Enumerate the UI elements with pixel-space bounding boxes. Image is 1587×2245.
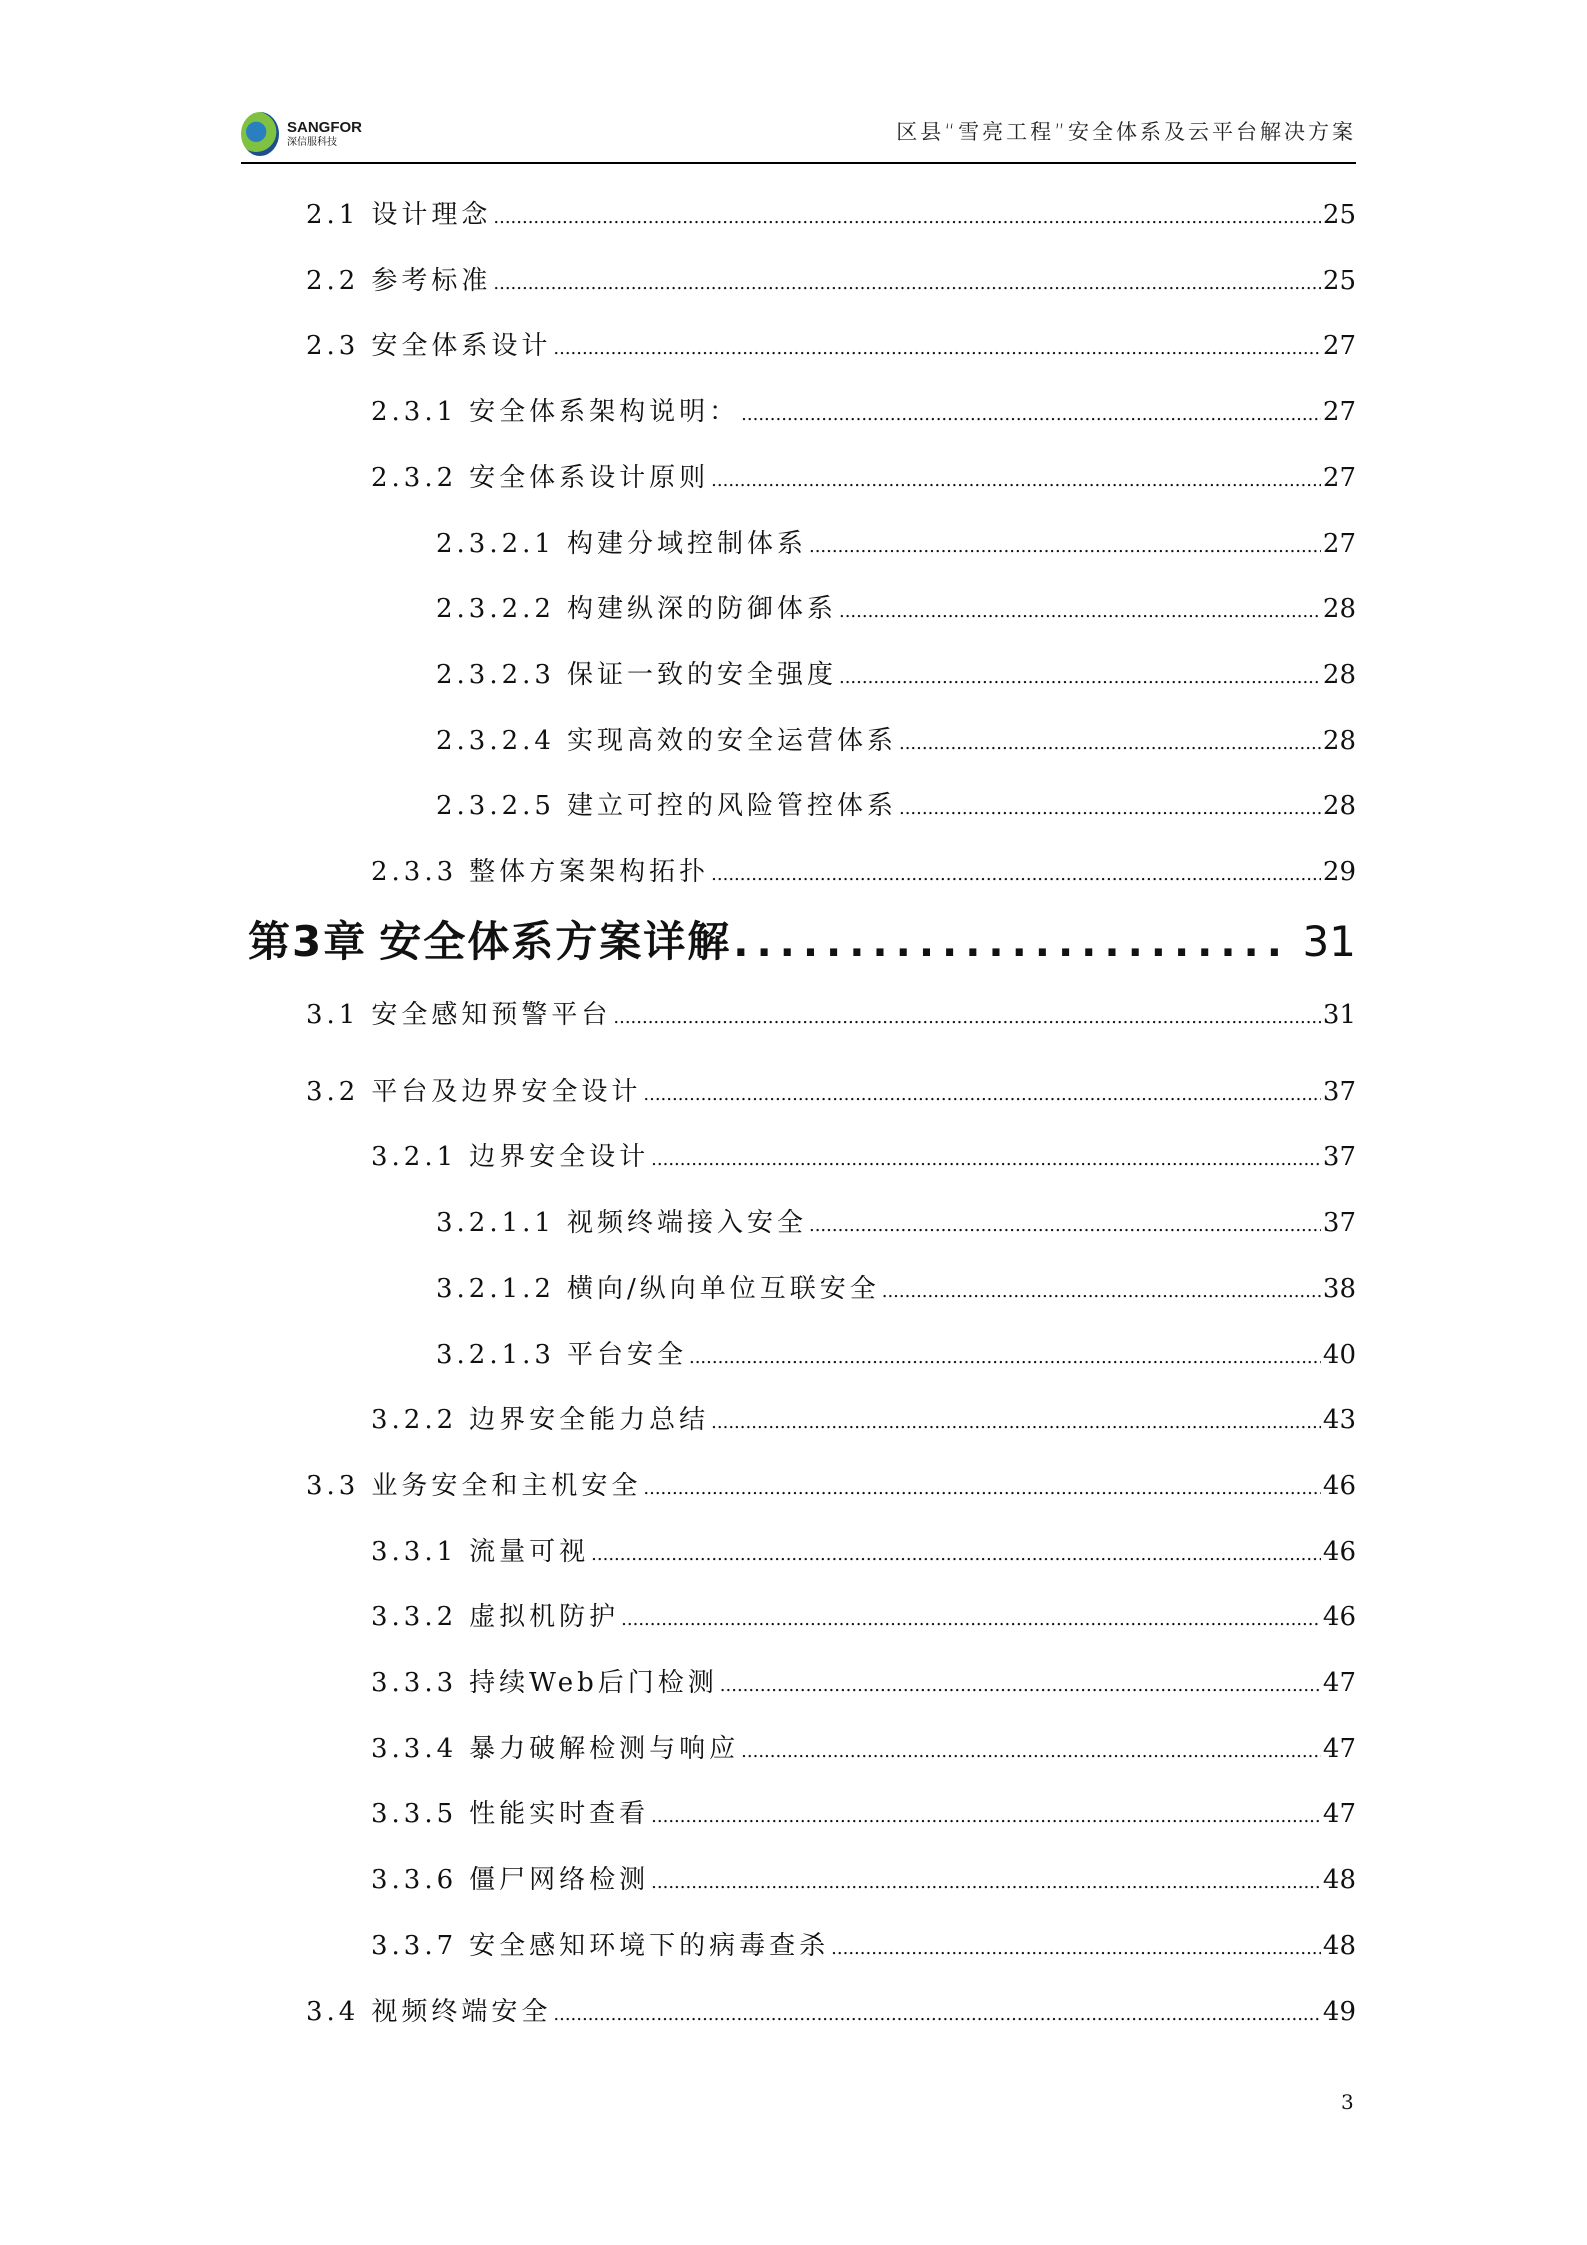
dot-leader	[651, 1149, 1321, 1170]
toc-entry-page: 29	[1322, 857, 1356, 887]
toc-entry-page: 49	[1322, 1996, 1356, 2027]
toc-entry-number: 2.3.2.5	[436, 791, 555, 822]
logo-text-cn: 深信服科技	[287, 137, 337, 148]
toc-entry[interactable]	[371, 1925, 1356, 1965]
toc-entry-page: 47	[1322, 1668, 1356, 1698]
dot-leader	[493, 273, 1321, 294]
toc-entry-title: 平台安全	[566, 1339, 687, 1370]
toc-entry[interactable]	[371, 1859, 1356, 1899]
toc-entry[interactable]	[436, 785, 1356, 825]
dot-leader	[899, 798, 1321, 819]
document-title: 区县“雪亮工程”安全体系及云平台解决方案	[896, 120, 1356, 144]
header-rule	[241, 162, 1356, 164]
toc-entry-page: 27	[1322, 397, 1356, 428]
toc-entry-number: 3.4	[306, 1996, 360, 2027]
toc-entry-title: 持续Web后门检测	[469, 1668, 718, 1698]
toc-entry-number: 3.3.6	[371, 1865, 458, 1896]
toc-entry-title: 安全感知环境下的病毒查杀	[469, 1930, 830, 1961]
dot-leader	[621, 1609, 1321, 1630]
toc-entry-title: 构建分域控制体系	[566, 528, 807, 559]
toc-entry[interactable]	[371, 457, 1356, 497]
toc-entry-page: 28	[1322, 659, 1356, 690]
toc-entry-page: 37	[1322, 1142, 1356, 1173]
toc-entry[interactable]	[436, 720, 1356, 760]
toc-entry-number: 3.3.4	[371, 1733, 458, 1764]
toc-entry[interactable]	[306, 1465, 1356, 1505]
toc-entry-title: 整体方案架构拓扑	[469, 857, 710, 887]
toc-entry-title: 安全体系架构说明：	[469, 397, 740, 428]
toc-entry[interactable]	[371, 1793, 1356, 1833]
toc-entry-number: 3.2.1	[371, 1142, 458, 1173]
toc-entry-number: 3.3.2	[371, 1602, 458, 1633]
toc-entry[interactable]	[436, 654, 1356, 694]
toc-entry[interactable]	[436, 588, 1356, 628]
toc-entry-title: 设计理念	[371, 200, 492, 230]
toc-entry-page: 28	[1322, 791, 1356, 822]
dot-leader	[591, 1544, 1321, 1565]
toc-entry-title: 性能实时查看	[469, 1799, 650, 1830]
dot-leader	[882, 1281, 1321, 1302]
toc-entry-title: 安全体系设计	[371, 331, 552, 362]
toc-entry-page: 48	[1322, 1930, 1356, 1961]
toc-entry[interactable]	[371, 851, 1356, 891]
toc-entry[interactable]	[306, 260, 1356, 300]
toc-entry-number: 2.3.1	[371, 397, 458, 428]
toc-entry-title: 安全体系方案详解	[379, 916, 732, 966]
toc-entry-number: 3.3.3	[371, 1668, 458, 1698]
toc-entry-number: 2.3.2.2	[436, 594, 555, 625]
toc-entry[interactable]	[371, 391, 1356, 431]
toc-entry[interactable]	[306, 325, 1356, 365]
dot-leader	[711, 864, 1321, 885]
toc-entry-number: 2.3	[306, 331, 360, 362]
toc-entry-number: 2.3.2.1	[436, 528, 555, 559]
toc-entry-title: 安全体系设计原则	[469, 462, 710, 493]
dot-leader	[689, 1347, 1321, 1368]
toc-entry-page: 37	[1322, 1208, 1356, 1239]
toc-entry[interactable]	[371, 1531, 1356, 1571]
toc-entry-title: 保证一致的安全强度	[566, 659, 837, 690]
toc-entry[interactable]	[306, 1991, 1356, 2031]
dot-leader	[741, 404, 1321, 425]
page-number: 3	[1341, 2090, 1354, 2114]
toc-entry-page: 25	[1322, 265, 1356, 296]
toc-entry-number: 2.3.3	[371, 857, 458, 887]
toc-entry-page: 46	[1322, 1470, 1356, 1501]
toc-entry[interactable]	[371, 1136, 1356, 1176]
toc-entry[interactable]	[371, 1728, 1356, 1768]
toc-entry-number: 3.3.5	[371, 1799, 458, 1830]
toc-entry-title: 平台及边界安全设计	[371, 1076, 642, 1107]
toc-entry-page: 40	[1322, 1339, 1356, 1370]
toc-entry[interactable]	[436, 1268, 1356, 1308]
dot-leader	[711, 1412, 1321, 1433]
toc-entry-number: 3.3.7	[371, 1930, 458, 1961]
sangfor-logo	[241, 112, 362, 156]
logo-text-en: SANGFOR	[287, 119, 362, 136]
toc-entry-title: 边界安全设计	[469, 1142, 650, 1173]
toc-entry[interactable]	[371, 1399, 1356, 1439]
toc-entry-number: 3.2.1.1	[436, 1208, 555, 1239]
toc-entry-page: 43	[1322, 1405, 1356, 1436]
toc-entry-number: 2.2	[306, 265, 360, 296]
toc-entry-number: 3.2	[306, 1076, 360, 1107]
toc-entry-number: 3.2.1.2	[436, 1273, 555, 1304]
toc-entry-title: 视频终端接入安全	[566, 1208, 807, 1239]
dot-leader	[553, 2004, 1321, 2025]
dot-leader	[741, 1741, 1321, 1762]
toc-entry[interactable]	[371, 1662, 1356, 1702]
toc-entry-page: 46	[1322, 1536, 1356, 1567]
page-header	[241, 108, 1356, 164]
toc-entry-title: 暴力破解检测与响应	[469, 1733, 740, 1764]
toc-entry-title: 虚拟机防护	[469, 1602, 620, 1633]
toc-entry-number: 2.3.2.4	[436, 725, 555, 756]
toc-entry-number: 3.3	[306, 1470, 360, 1501]
dot-leader	[839, 601, 1321, 622]
toc-entry-title: 构建纵深的防御体系	[566, 594, 837, 625]
toc-entry-title: 安全感知预警平台	[371, 999, 612, 1030]
dot-leader	[809, 536, 1321, 557]
dot-leader	[493, 207, 1321, 228]
dot-leader	[613, 1007, 1321, 1028]
toc-entry-title: 视频终端安全	[371, 1996, 552, 2027]
toc-entry-title: 横向/纵向单位互联安全	[566, 1273, 880, 1304]
sangfor-logo-icon	[241, 112, 279, 156]
dot-leader	[839, 667, 1321, 688]
toc-entry-number: 3.2.2	[371, 1405, 458, 1436]
toc-entry-number: 2.1	[306, 200, 360, 230]
dot-leader	[651, 1872, 1321, 1893]
toc-entry-page: 47	[1322, 1733, 1356, 1764]
dot-leader	[733, 920, 1286, 966]
toc-chapter-entry[interactable]	[248, 909, 1356, 969]
toc-entry[interactable]	[306, 1071, 1356, 1111]
dot-leader	[643, 1084, 1321, 1105]
dot-leader	[809, 1215, 1321, 1236]
toc-entry-page: 47	[1322, 1799, 1356, 1830]
toc-entry-title: 参考标准	[371, 265, 492, 296]
dot-leader	[651, 1806, 1321, 1827]
toc-entry[interactable]	[436, 523, 1356, 563]
toc-entry-page: 27	[1322, 462, 1356, 493]
toc-entry-page: 31	[1302, 916, 1356, 966]
dot-leader	[831, 1938, 1321, 1959]
dot-leader	[553, 338, 1321, 359]
toc-entry-page: 31	[1322, 999, 1356, 1030]
toc-entry-page: 27	[1322, 331, 1356, 362]
toc-entry[interactable]	[436, 1334, 1356, 1374]
toc-entry-number: 3.1	[306, 999, 360, 1030]
toc-entry-title: 业务安全和主机安全	[371, 1470, 642, 1501]
toc-entry-number: 3.3.1	[371, 1536, 458, 1567]
toc-entry-page: 28	[1322, 725, 1356, 756]
toc-entry-page: 28	[1322, 594, 1356, 625]
toc-entry-title: 流量可视	[469, 1536, 590, 1567]
toc-entry-page: 25	[1322, 200, 1356, 230]
toc-entry-page: 38	[1322, 1273, 1356, 1304]
dot-leader	[720, 1675, 1321, 1696]
toc-entry[interactable]	[436, 1202, 1356, 1242]
toc-entry-title: 边界安全能力总结	[469, 1405, 710, 1436]
toc-entry-page: 46	[1322, 1602, 1356, 1633]
toc-entry-number: 2.3.2	[371, 462, 458, 493]
toc-entry-title: 建立可控的风险管控体系	[566, 791, 897, 822]
toc-entry-number: 3.2.1.3	[436, 1339, 555, 1370]
toc-entry-number: 2.3.2.3	[436, 659, 555, 690]
toc-entry-page: 37	[1322, 1076, 1356, 1107]
toc-entry-page: 48	[1322, 1865, 1356, 1896]
toc-entry[interactable]	[306, 994, 1356, 1034]
toc-entry-title: 实现高效的安全运营体系	[566, 725, 897, 756]
toc-entry-number: 第3章	[248, 916, 368, 966]
dot-leader	[711, 470, 1321, 491]
toc-entry-page: 27	[1322, 528, 1356, 559]
dot-leader	[899, 733, 1321, 754]
toc-entry[interactable]	[371, 1596, 1356, 1636]
toc-entry[interactable]	[306, 194, 1356, 234]
toc-entry-title: 僵尸网络检测	[469, 1865, 650, 1896]
dot-leader	[643, 1478, 1321, 1499]
